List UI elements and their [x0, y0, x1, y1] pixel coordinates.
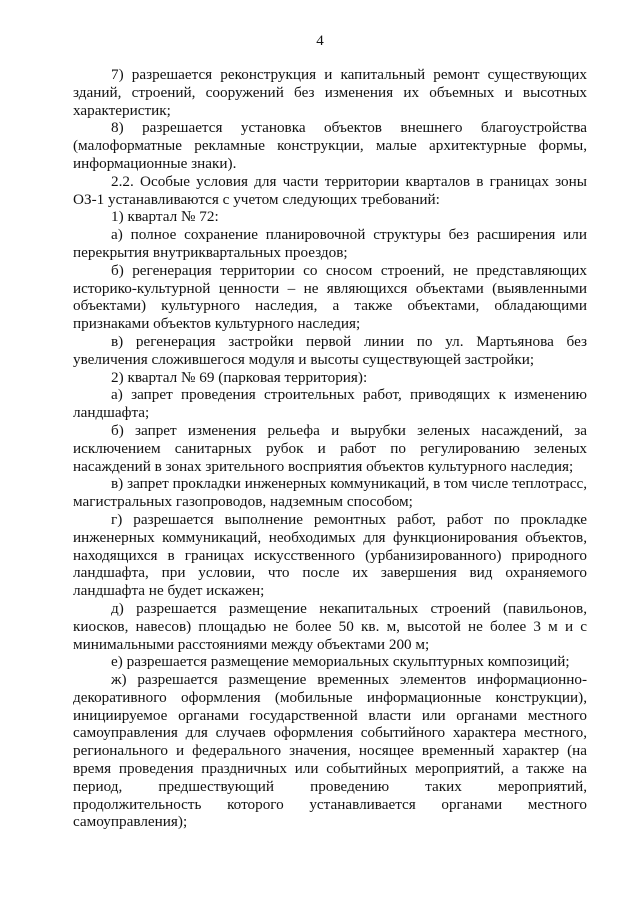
paragraph-block-69-g: г) разрешается выполнение ремонтных работ, работ по прокладке инженерных коммуникаций, необходимых для функционирования объектов, находящихся в границах искусственного (урбанизированного) природного ландшафта, при условии, что после их завершения вид охраняемого ландшафта не будет искажен;: [73, 510, 587, 600]
paragraph-item-7: 7) разрешается реконструкция и капитальный ремонт существующих зданий, строений, сооружений без изменения их объемных и высотных характеристик;: [73, 66, 587, 119]
paragraph-block-72-b: б) регенерация территории со сносом строений, не представляющих историко-культурной ценности – не являющихся объектами (выявленными объектами) культурного наследия, а также объектами, обладающими признаками объектов культурного наследия;: [73, 261, 587, 333]
paragraph-block-72-heading: 1) квартал № 72:: [111, 208, 219, 226]
paragraph-block-69-b: б) запрет изменения рельефа и вырубки зеленых насаждений, за исключением санитарных рубок и работ по регулированию зеленых насаждений в зонах зрительного восприятия объектов культурного наследия;: [73, 421, 587, 475]
paragraph-block-69-e: е) разрешается размещение мемориальных скульптурных композиций;: [111, 653, 570, 671]
paragraph-block-69-a: а) запрет проведения строительных работ, приводящих к изменению ландшафта;: [73, 386, 587, 422]
paragraph-block-72-a: а) полное сохранение планировочной структуры без расширения или перекрытия внутриквартальных проездов;: [73, 226, 587, 261]
paragraph-block-69-heading: 2) квартал № 69 (парковая территория):: [111, 368, 368, 386]
document-body: [73, 66, 587, 831]
page-number: 4: [316, 33, 324, 49]
paragraph-item-8: 8) разрешается установка объектов внешнего благоустройства (малоформатные рекламные конструкции, малые архитектурные формы, информационные знаки).: [73, 119, 587, 172]
paragraph-block-69-d: д) разрешается размещение некапитальных строений (павильонов, киосков, навесов) площадью не более 50 кв. м, высотой не более 3 м и с минимальными расстояниями между объектами 200 м;: [73, 599, 587, 653]
paragraph-block-72-v: в) регенерация застройки первой линии по ул. Мартьянова без увеличения сложившегося модуля и высоты существующей застройки;: [73, 332, 587, 368]
paragraph-section-2-2: 2.2. Особые условия для части территории кварталов в границах зоны ОЗ-1 устанавливаются с учетом следующих требований:: [73, 172, 587, 208]
paragraph-block-69-zh: ж) разрешается размещение временных элементов информационно-декоративного оформления (мобильные информационные конструкции), инициируемое органами государственной власти или органами местного самоуправления для случаев оформления событийного характера местного, регионального и федерального значения, носящее временный характер (на время проведения праздничных или событийных мероприятий, а также на период, предшествующий проведению таких мероприятий, продолжительность которого устанавливается органами местного самоуправления);: [73, 671, 587, 831]
paragraph-block-69-v: в) запрет прокладки инженерных коммуникаций, в том числе теплотрасс, магистральных газопроводов, надземным способом;: [73, 475, 587, 511]
